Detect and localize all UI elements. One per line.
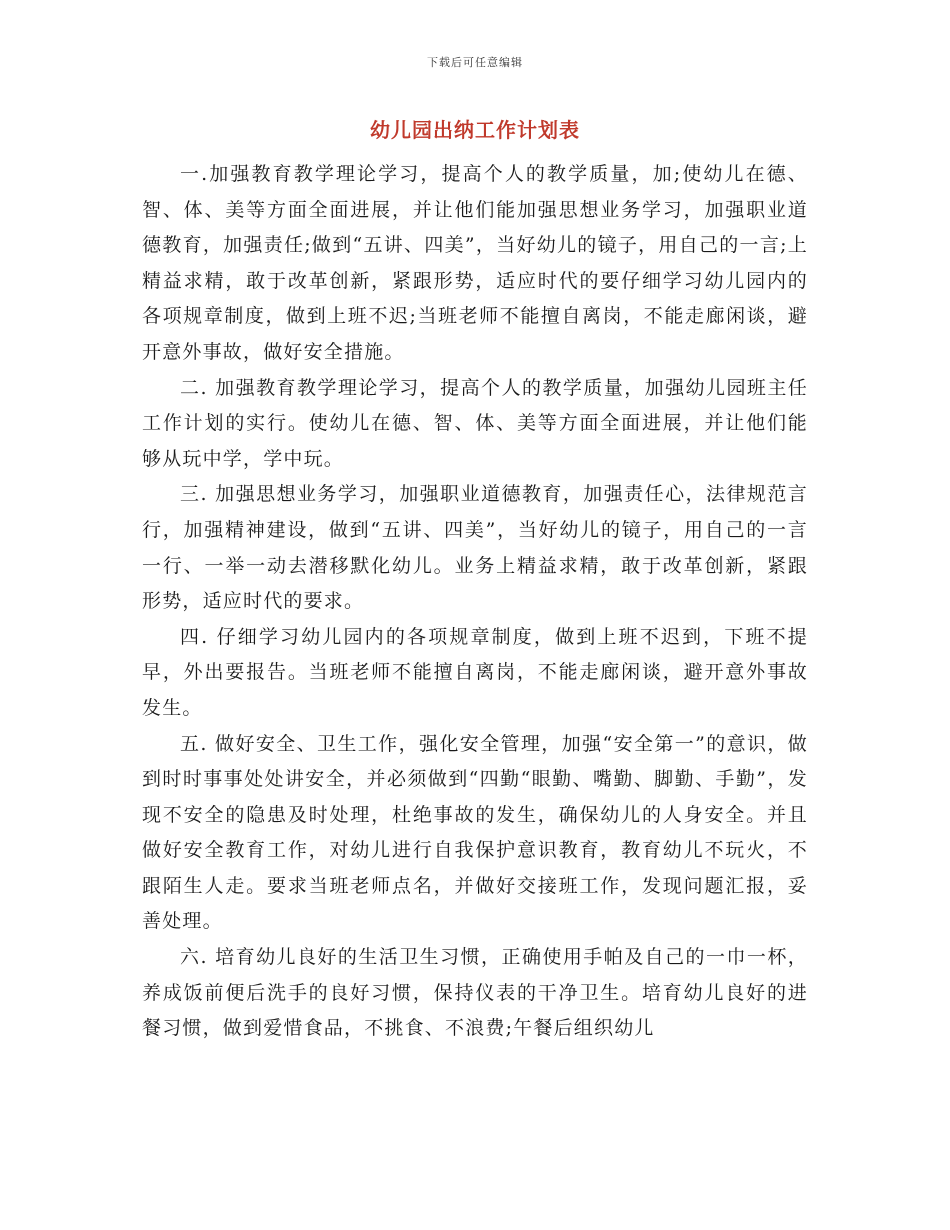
paragraph-3: 三. 加强思想业务学习，加强职业道德教育，加强责任心，法律规范言行，加强精神建设，做到“五讲、四美”，当好幼儿的镜子，用自己的一言一行、一举一动去潜移默化幼儿。业务上精益求精，敢于改革创新，紧跟形势，适应时代的要求。 [142, 483, 808, 613]
paragraph-1: 一.加强教育教学理论学习，提高个人的教学质量，加;使幼儿在德、智、体、美等方面全面进展，并让他们能加强思想业务学习，加强职业道德教育，加强责任;做到“五讲、四美”，当好幼儿的镜子，用自己的一言;上精益求精，敢于改革创新，紧跟形势，适应时代的要仔细学习幼儿园内的各项规章制度，做到上班不迟;当班老师不能擅自离岗，不能走廊闲谈，避开意外事故，做好安全措施。 [142, 163, 808, 363]
paragraph-2: 二. 加强教育教学理论学习，提高个人的教学质量，加强幼儿园班主任工作计划的实行。使幼儿在德、智、体、美等方面全面进展，并让他们能够从玩中学，学中玩。 [142, 376, 808, 470]
document-body [142, 157, 808, 1047]
document-title: 幼儿园出纳工作计划表 [370, 118, 580, 142]
paragraph-4: 四. 仔细学习幼儿园内的各项规章制度，做到上班不迟到，下班不提早，外出要报告。当班老师不能擅自离岗，不能走廊闲谈，避开意外事故发生。 [142, 625, 808, 719]
header-note: 下载后可任意编辑 [427, 56, 523, 69]
paragraph-5: 五. 做好安全、卫生工作，强化安全管理，加强“安全第一”的意识，做到时时事事处处讲安全，并必须做到“四勤“眼勤、嘴勤、脚勤、手勤”，发现不安全的隐患及时处理，杜绝事故的发生，确保幼儿的人身安全。并且做好安全教育工作，对幼儿进行自我保护意识教育，教育幼儿不玩火，不跟陌生人走。要求当班老师点名，并做好交接班工作，发现问题汇报，妥善处理。 [142, 732, 808, 933]
paragraph-6: 六. 培育幼儿良好的生活卫生习惯，正确使用手帕及自己的一巾一杯，养成饭前便后洗手的良好习惯，保持仪表的干净卫生。培育幼儿良好的进餐习惯，做到爱惜食品，不挑食、不浪费;午餐后组织幼儿 [142, 946, 808, 1040]
